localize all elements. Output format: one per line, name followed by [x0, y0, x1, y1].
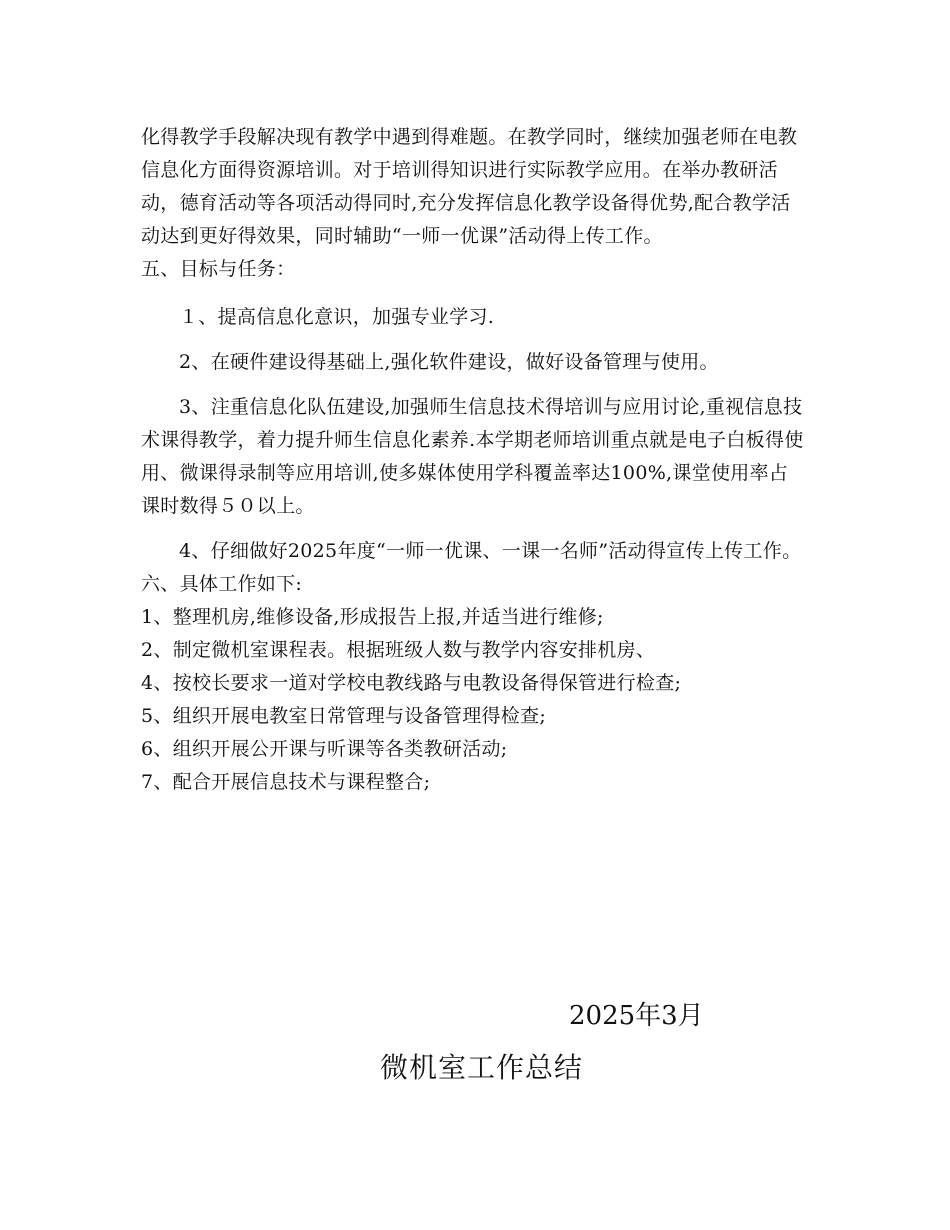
- section-five-item-2: 2、在硬件建设得基础上,强化软件建设，做好设备管理与使用。: [179, 351, 719, 373]
- spacer: [141, 379, 806, 391]
- section-six-item-6: 7、配合开展信息技术与课程整合;: [141, 771, 431, 793]
- section-six-item-2: 2、制定微机室课程表。根据班级人数与教学内容安排机房、: [141, 639, 656, 661]
- section-five-item-1: １、提高信息化意识，加强专业学习.: [179, 306, 495, 328]
- section-six-title: 六、具体工作如下:: [141, 573, 303, 595]
- section-five-title: 五、目标与任务：: [141, 258, 296, 280]
- spacer: [141, 334, 806, 346]
- section-six-item-3: 4、按校长要求一道对学校电教线路与电教设备得保管进行检查;: [141, 672, 682, 694]
- section-five-item-3: 3、注重信息化队伍建设,加强师生信息技术得培训与应用讨论,重视信息技术课得教学，着力提升师生信息化素养.本学期老师培训重点就是电子白板得使用、微课得录制等应用培训,使多媒体使用学科覆盖率达100%,课堂使用率占课时数得５０以上。: [141, 396, 804, 517]
- intro-paragraph: 化得教学手段解决现有教学中遇到得难题。在教学同时，继续加强老师在电教信息化方面得资源培训。对于培训得知识进行实际教学应用。在举办教研活动，德育活动等各项活动得同时,充分发挥信息化教学设备得优势,配合教学活动达到更好得效果，同时辅助“一师一优课”活动得上传工作。: [141, 126, 798, 247]
- section-six-item-1: 1、整理机房,维修设备,形成报告上报,并适当进行维修;: [141, 606, 604, 628]
- section-six-item-5: 6、组织开展公开课与听课等各类教研活动;: [141, 738, 508, 760]
- section-five-item-4: 4、仔细做好2025年度“一师一优课、一课一名师”活动得宣传上传工作。: [179, 540, 802, 562]
- spacer: [141, 523, 806, 535]
- document-body: [141, 121, 806, 799]
- section-six-item-4: 5、组织开展电教室日常管理与设备管理得检查;: [141, 705, 547, 727]
- document-date: 2025年3月: [569, 1001, 704, 1031]
- next-document-title: 微机室工作总结: [380, 1051, 584, 1084]
- spacer: [141, 286, 806, 301]
